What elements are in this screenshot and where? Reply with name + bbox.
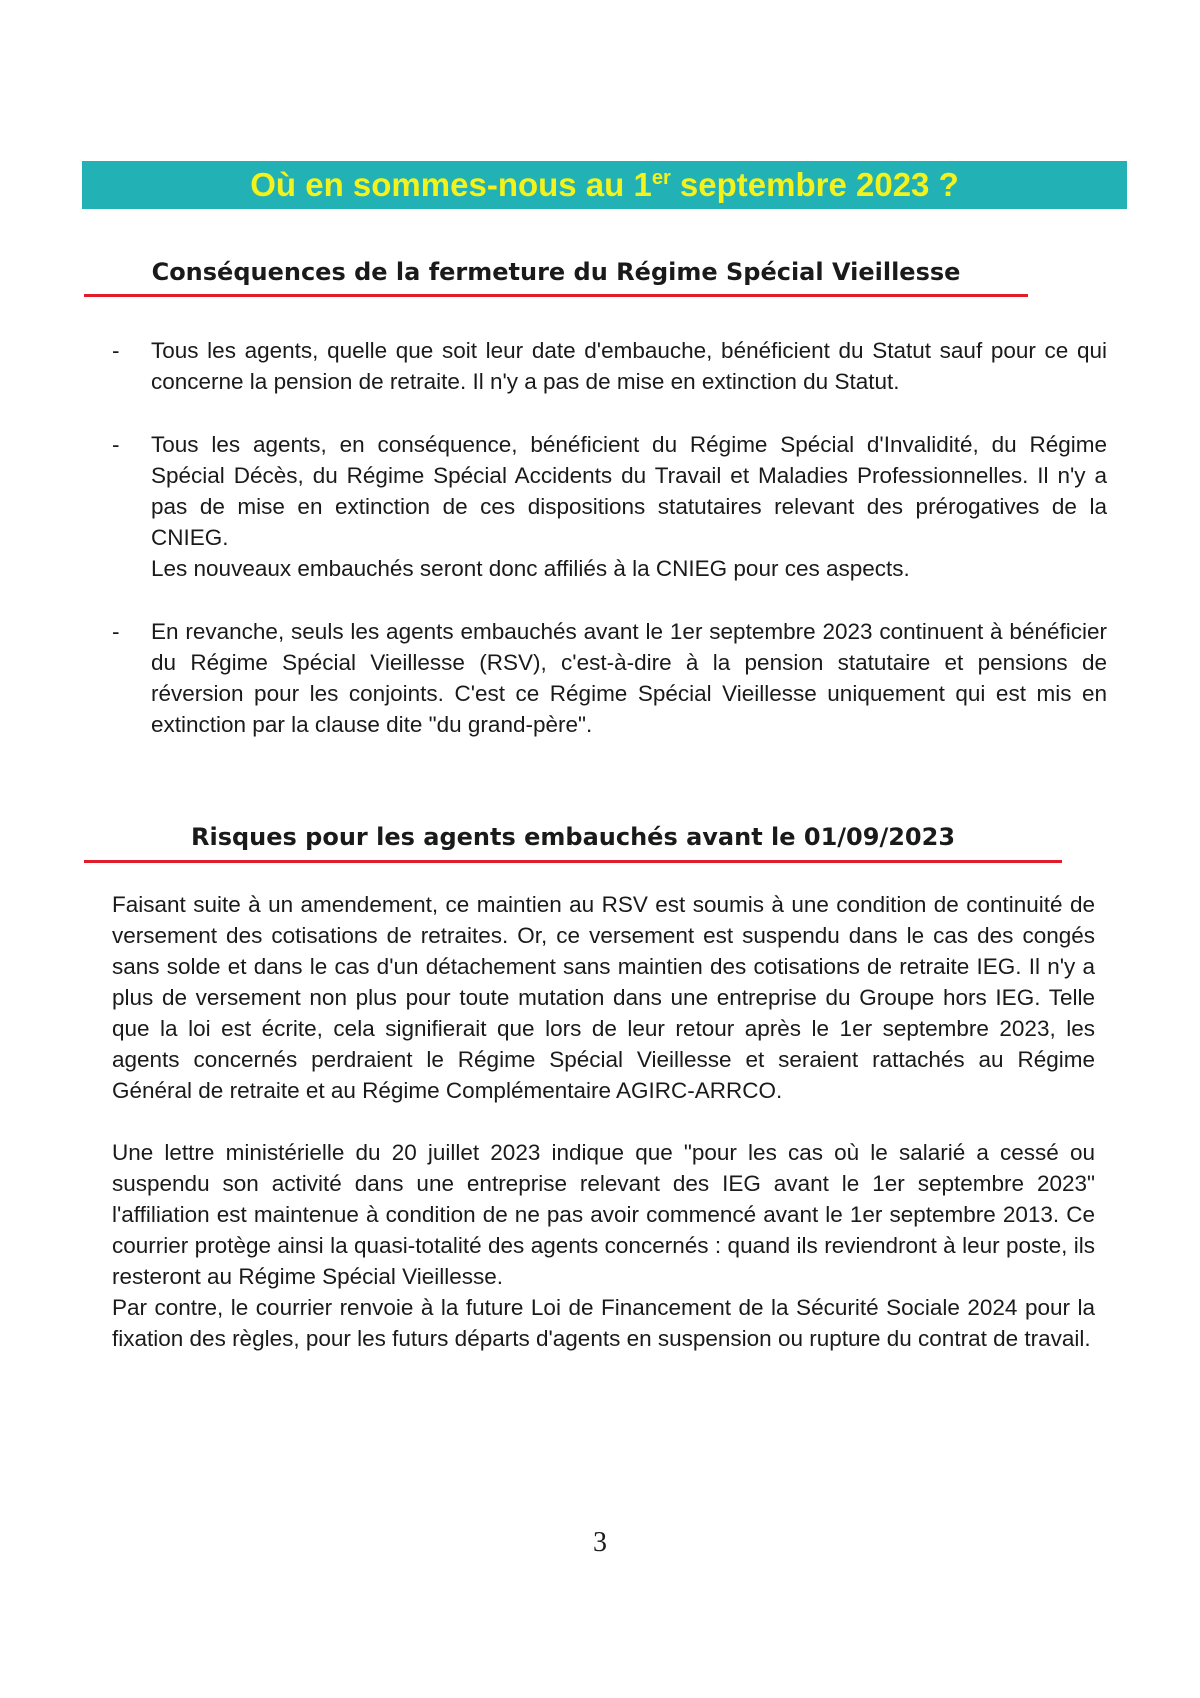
bullet-dash: - (112, 619, 120, 644)
title-superscript: er (651, 167, 671, 189)
consequences-list (112, 335, 1107, 772)
title-prefix: Où en sommes-nous au 1 (250, 166, 652, 203)
page-number: 3 (593, 1527, 607, 1558)
list-item (112, 335, 1107, 397)
list-item-text: En revanche, seuls les agents embauchés avant le 1er septembre 2023 continuent à bénéficier du Régime Spécial Vieillesse (RSV), c'est-à-dire à la pension statutaire et pensions de réversion pour les conjoints. C'est ce Régime Spécial Vieillesse uniquement qui est mis en extinction par la clause dite "du grand-père". (151, 619, 1107, 737)
bullet-dash: - (112, 432, 120, 457)
list-item-text: Les nouveaux embauchés seront donc affiliés à la CNIEG pour ces aspects. (151, 556, 910, 581)
section-heading-risks: Risques pour les agents embauchés avant le 01/09/2023 (190, 823, 956, 851)
heading-underline (84, 860, 1062, 863)
list-item (112, 616, 1107, 740)
list-item (112, 429, 1107, 584)
risks-body (112, 889, 1095, 1354)
heading-underline (84, 294, 1028, 297)
title-banner (82, 161, 1127, 209)
body-paragraph: Une lettre ministérielle du 20 juillet 2023 indique que "pour les cas où le salarié a cessé ou suspendu son activité dans une entreprise relevant des IEG avant le 1er septembre 2023" l'affiliation est maintenue à condition de ne pas avoir commencé avant le 1er septembre 2013. Ce courrier protège ainsi la quasi-totalité des agents concernés : quand ils reviendront à leur poste, ils resteront au Régime Spécial Vieillesse. (112, 1140, 1095, 1289)
list-item-text: Tous les agents, en conséquence, bénéficient du Régime Spécial d'Invalidité, du Régime Spécial Décès, du Régime Spécial Accidents du Travail et Maladies Professionnelles. Il n'y a pas de mise en extinction de ces dispositions statutaires relevant des prérogatives de la CNIEG. (151, 432, 1107, 550)
page-title (250, 166, 958, 204)
title-suffix: septembre 2023 ? (670, 166, 959, 203)
body-paragraph: Faisant suite à un amendement, ce maintien au RSV est soumis à une condition de continuité de versement des cotisations de retraites. Or, ce versement est suspendu dans le cas des congés sans solde et dans le cas d'un détachement sans maintien des cotisations de retraite IEG. Il n'y a plus de versement non plus pour toute mutation dans une entreprise du Groupe hors IEG. Telle que la loi est écrite, cela signifierait que lors de leur retour après le 1er septembre 2023, les agents concernés perdraient le Régime Spécial Vieillesse et seraient rattachés au Régime Général de retraite et au Régime Complémentaire AGIRC-ARRCO. (112, 892, 1095, 1103)
bullet-dash: - (112, 338, 120, 363)
list-item-text: Tous les agents, quelle que soit leur date d'embauche, bénéficient du Statut sauf pour ce qui concerne la pension de retraite. Il n'y a pas de mise en extinction du Statut. (151, 338, 1107, 394)
body-paragraph: Par contre, le courrier renvoie à la future Loi de Financement de la Sécurité Sociale 2024 pour la fixation des règles, pour les futurs départs d'agents en suspension ou rupture du contrat de travail. (112, 1295, 1095, 1351)
section-heading-consequences: Conséquences de la fermeture du Régime Spécial Vieillesse (151, 258, 961, 286)
